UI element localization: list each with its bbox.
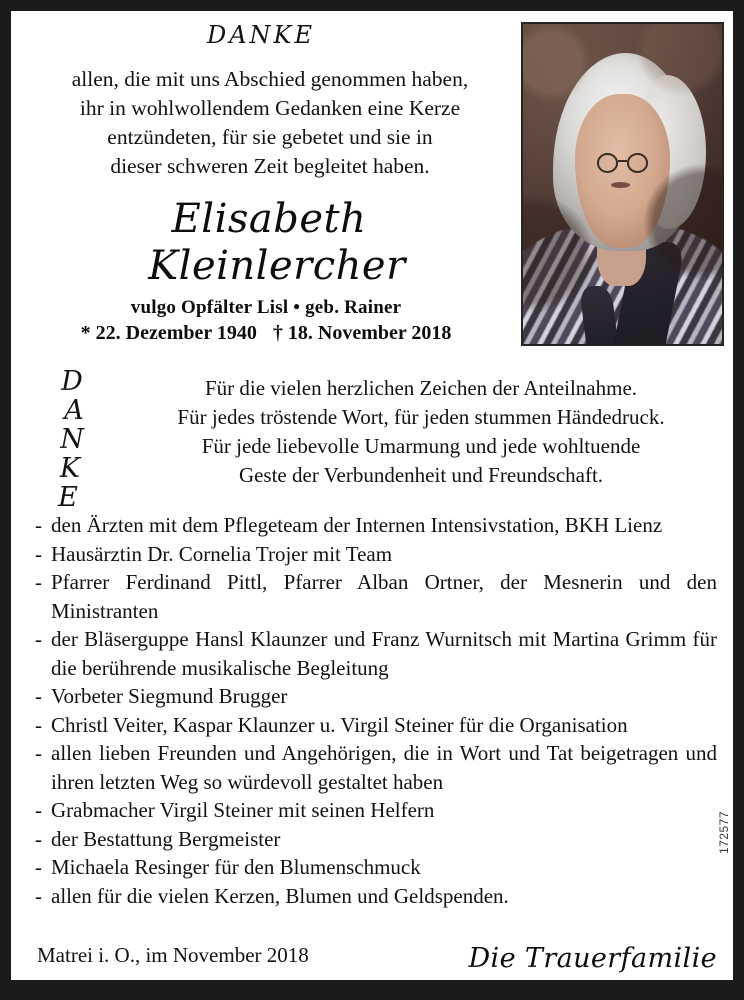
list-item: - allen für die vielen Kerzen, Blumen und Geldspenden. xyxy=(35,882,717,911)
portrait-mouth xyxy=(611,182,630,188)
list-item: - Hausärztin Dr. Cornelia Trojer mit Team xyxy=(35,540,717,569)
verse-block xyxy=(121,374,721,490)
glasses-lens-left xyxy=(597,153,619,173)
birth-date: * 22. Dezember 1940 xyxy=(80,322,257,344)
intro-line: entzündeten, für sie gebetet und sie in xyxy=(107,125,433,149)
verse-line: Für jede liebevolle Umarmung und jede wohltuende xyxy=(201,434,641,458)
list-item: - der Bläserguppe Hansl Klaunzer und Franz Wurnitsch mit Martina Grimm für die berührende musikalische Begleitung xyxy=(35,625,717,682)
list-item: - der Bestattung Bergmeister xyxy=(35,825,717,854)
danke-heading: DANKE xyxy=(206,21,316,49)
footer-signature: Die Trauerfamilie xyxy=(468,943,717,974)
deceased-first-name: Elisabeth xyxy=(171,196,367,242)
life-dates xyxy=(11,322,521,345)
portrait-hair xyxy=(553,53,696,251)
list-item: - den Ärzten mit dem Pflegeteam der Internen Intensivstation, BKH Lienz xyxy=(35,511,717,540)
list-item: - Pfarrer Ferdinand Pittl, Pfarrer Alban Ortner, der Mesnerin und den Ministranten xyxy=(35,568,717,625)
danke-vertical-letter: K xyxy=(59,453,81,484)
intro-line: allen, die mit uns Abschied genommen haben, xyxy=(71,67,469,91)
reference-code: 172577 xyxy=(717,811,731,855)
verse-line: Für die vielen herzlichen Zeichen der Anteilnahme. xyxy=(204,376,638,400)
list-item: - Vorbeter Siegmund Brugger xyxy=(35,682,717,711)
footer-place-date: Matrei i. O., im November 2018 xyxy=(37,943,309,967)
portrait-torso xyxy=(521,222,724,346)
deceased-name-block xyxy=(11,196,521,345)
portrait-face xyxy=(575,94,671,248)
portrait-hair-right xyxy=(638,75,706,229)
list-item: - Michaela Resinger für den Blumenschmuck xyxy=(35,853,717,882)
deceased-last-name: Kleinlercher xyxy=(148,243,406,289)
danke-vertical-letter: N xyxy=(60,424,84,455)
danke-vertical-letter: D xyxy=(61,366,83,397)
intro-line: ihr in wohlwollendem Gedanken eine Kerze xyxy=(79,96,461,120)
list-item: - allen lieben Freunden und Angehörigen, die in Wort und Tat beigetragen und ihren letzten Weg so würdevoll gestaltet haben xyxy=(35,739,717,796)
danke-vertical-letter: A xyxy=(64,395,84,426)
portrait-neck xyxy=(597,216,647,286)
intro-line: dieser schweren Zeit begleitet haben. xyxy=(110,154,430,178)
list-item: - Grabmacher Virgil Steiner mit seinen Helfern xyxy=(35,796,717,825)
glasses-icon xyxy=(597,153,649,173)
danke-vertical xyxy=(39,367,103,512)
portrait-photo xyxy=(521,22,724,346)
portrait-scarf-left xyxy=(579,286,619,346)
thanks-list xyxy=(35,511,717,910)
deceased-vulgo-name: vulgo Opfälter Lisl • geb. Rainer xyxy=(130,297,402,318)
danke-vertical-letter: E xyxy=(58,482,78,513)
verse-line: Für jedes tröstende Wort, für jeden stummen Händedruck. xyxy=(177,405,665,429)
glasses-bridge xyxy=(618,160,626,163)
list-item: - Christl Veiter, Kaspar Klaunzer u. Virgil Steiner für die Organisation xyxy=(35,711,717,740)
obituary-page xyxy=(11,11,733,980)
portrait-scarf xyxy=(612,242,685,346)
verse-line: Geste der Verbundenheit und Freundschaft. xyxy=(238,463,604,487)
death-date: † 18. November 2018 xyxy=(272,322,452,344)
intro-paragraph xyxy=(25,65,515,181)
glasses-lens-right xyxy=(627,153,649,173)
portrait-background xyxy=(523,24,722,344)
